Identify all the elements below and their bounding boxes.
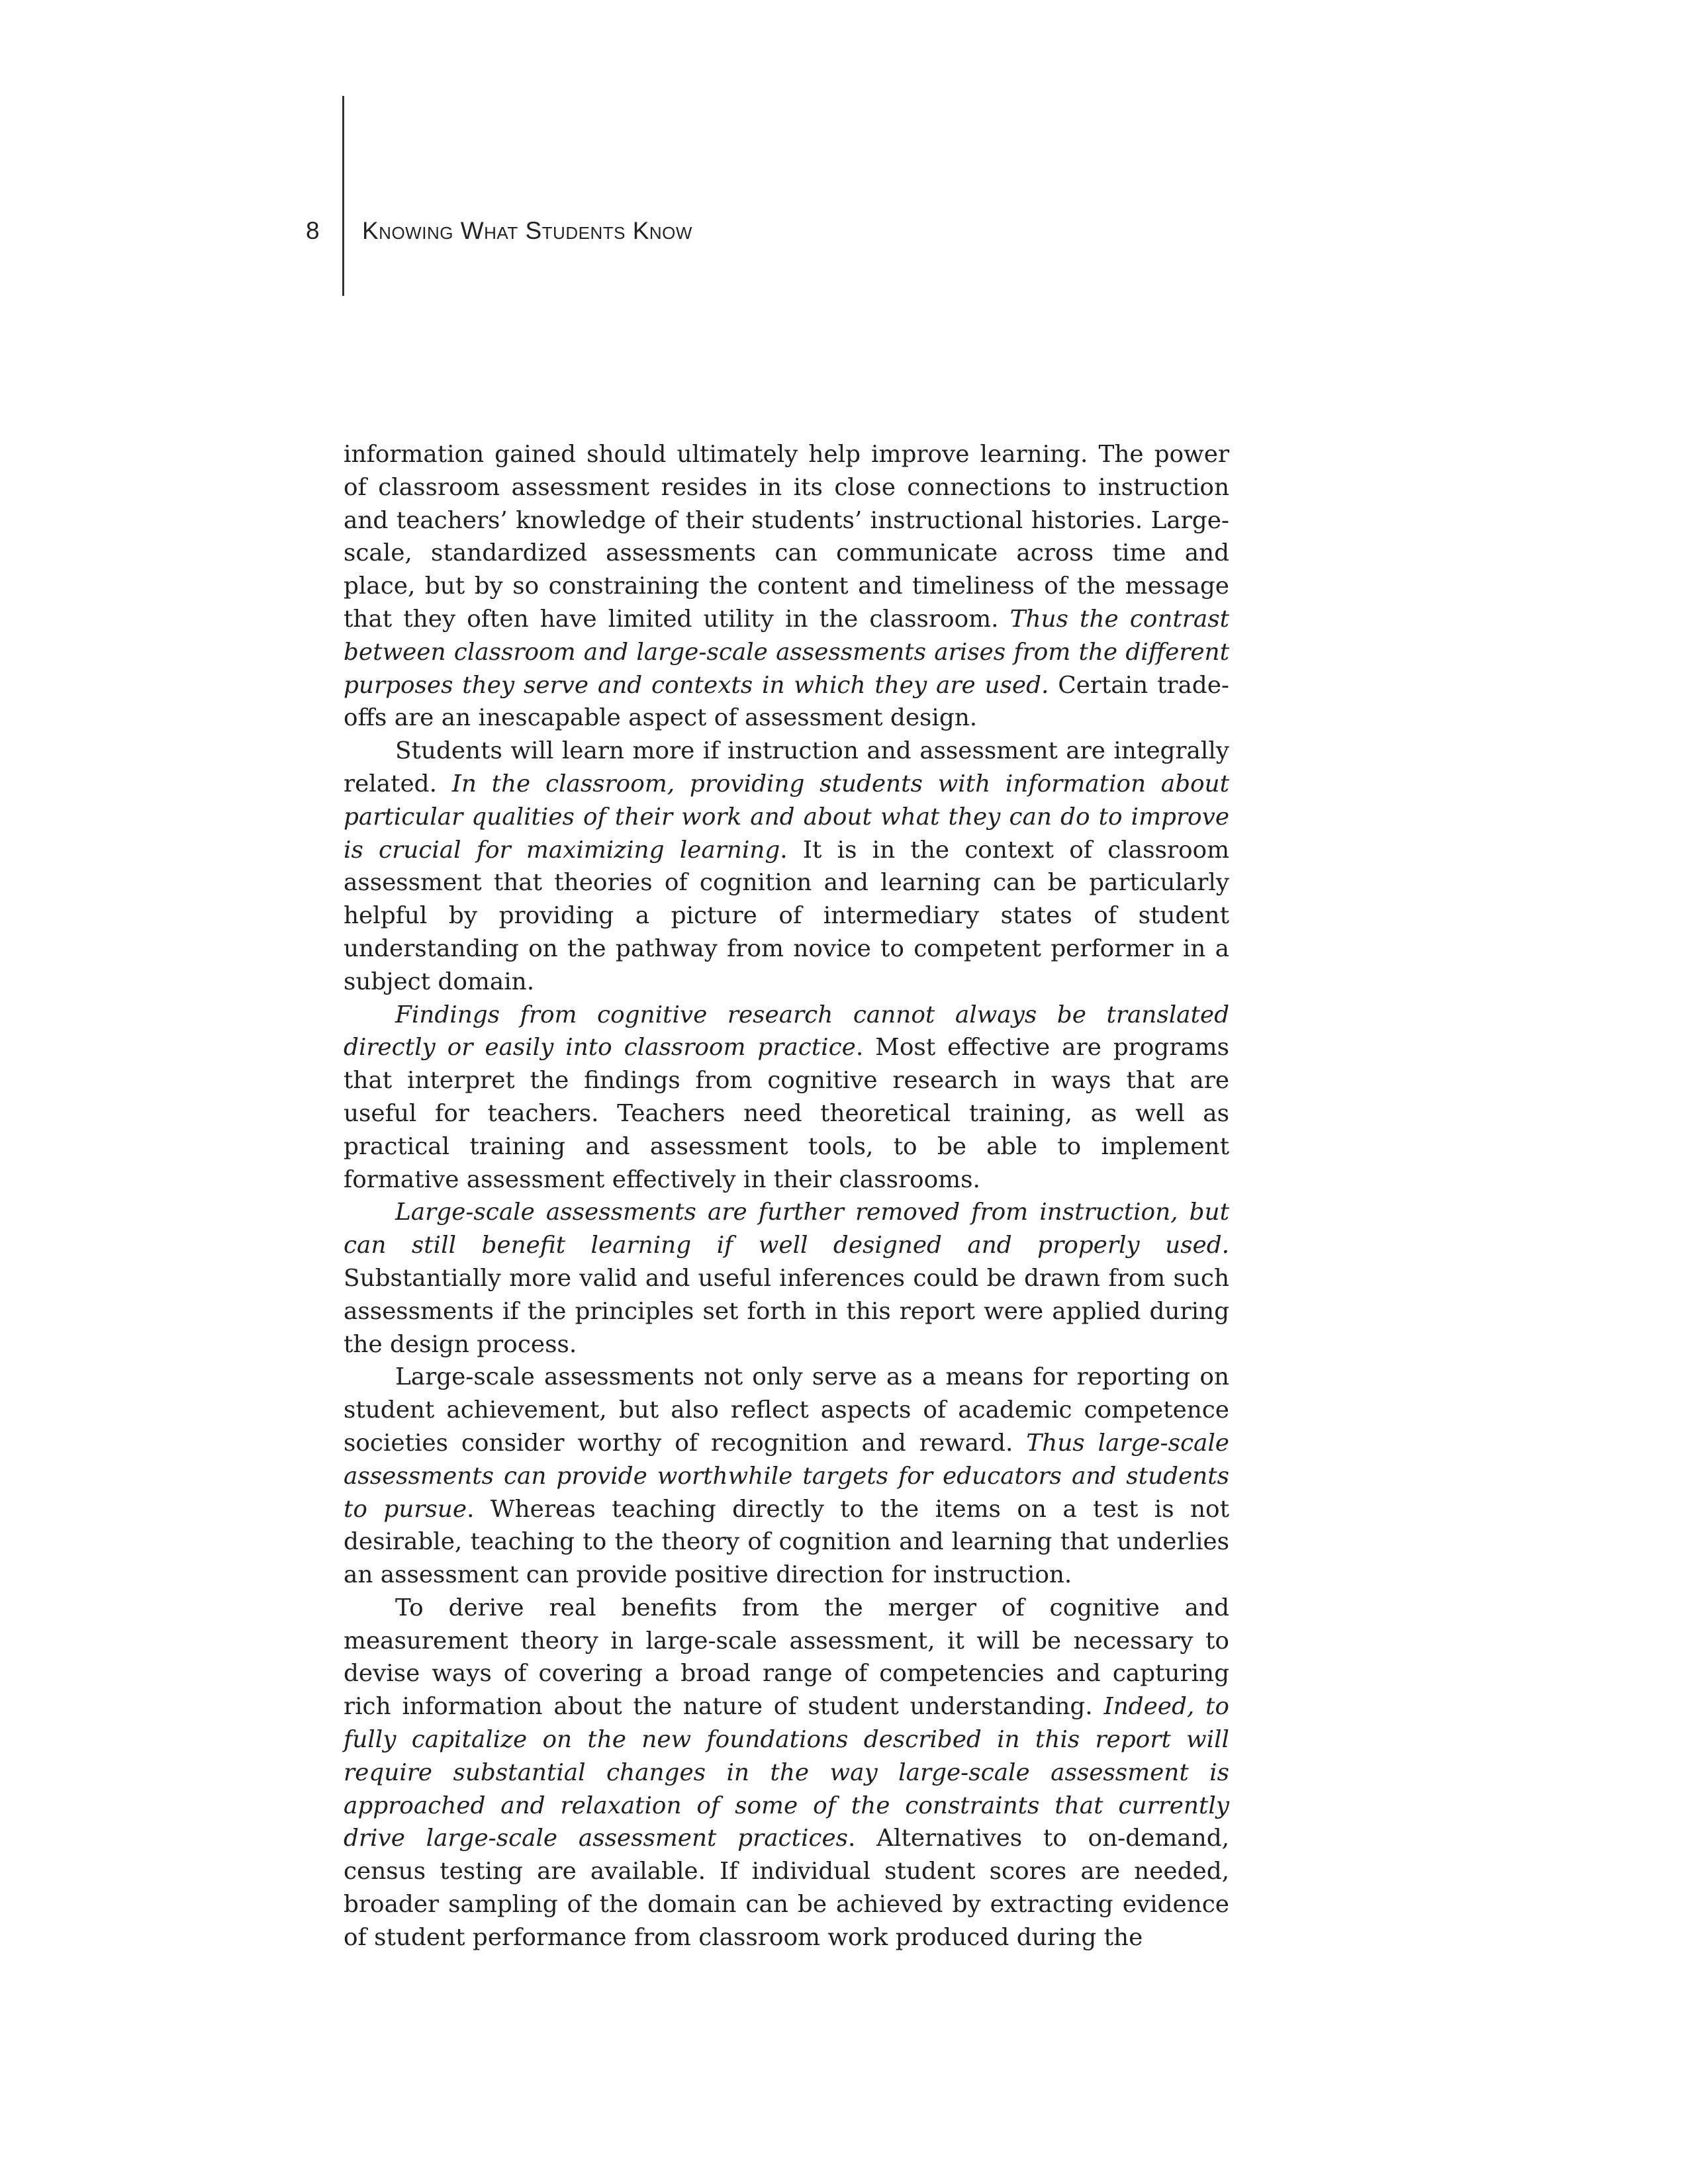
italic-text-segment: Findings from cognitive research cannot always be translated directly or easily into classroom practice <box>344 1001 1229 1062</box>
text-segment: Students will learn more if instruction and assessment are integrally related. <box>344 737 1229 797</box>
paragraph <box>344 1592 1229 1954</box>
page-header <box>0 0 1688 304</box>
paragraph <box>344 1196 1229 1361</box>
italic-text-segment: Thus the contrast between classroom and large-scale assessments arises from the different purposes they serve and contexts in which they are used. <box>344 605 1229 699</box>
paragraph <box>344 999 1229 1197</box>
text-segment: . It is in the context of classroom assessment that theories of cognition and learning can be particularly helpful by providing a picture of intermediary states of student understanding on the pathway from novice to competent performer in a subject domain. <box>344 836 1230 995</box>
text-segment: Large-scale assessments not only serve as a means for reporting on student achievement, but also reflect aspects of academic competence societies consider worthy of recognition and reward. <box>344 1363 1229 1457</box>
italic-text-segment: In the classroom, providing students with information about particular qualities of their work and about what they can do to improve is crucial for maximizing learning <box>344 770 1229 864</box>
italic-text-segment: Thus large-scale assessments can provide worthwhile targets for educators and students to pursue <box>344 1429 1229 1523</box>
italic-text-segment: Large-scale assessments are further removed from instruction, but can still benefit learning if well designed and properly used. <box>344 1199 1229 1259</box>
text-segment: . Whereas teaching directly to the items on a test is not desirable, teaching to the theory of cognition and learning that underlies an assessment can provide positive direction for instruction. <box>344 1495 1229 1589</box>
body-text <box>344 438 1229 1954</box>
text-segment: information gained should ultimately help improve learning. The power of classroom assessment resides in its close connections to instruction and teachers’ knowledge of their students’ instructional histories. Large-scale, standardized assessments can communicate across time and place, but by so constraining the content and timeliness of the message that they often have limited utility in the classroom. <box>344 441 1229 633</box>
text-segment: . Alternatives to on-demand, census testing are available. If individual student scores are needed, broader sampling of the domain can be achieved by extracting evidence of student performance from classroom work produced during the <box>344 1825 1229 1951</box>
paragraph <box>344 1361 1229 1592</box>
text-segment: . Most effective are programs that interpret the findings from cognitive research in ways that are useful for teachers. Teachers need theoretical training, as well as practical training and assessment tools, to be able to implement formative assessment effectively in their classrooms. <box>344 1034 1229 1193</box>
text-segment: Certain trade-offs are an inescapable aspect of assessment design. <box>344 671 1229 732</box>
page-number: 8 <box>306 217 320 244</box>
header-divider <box>342 96 344 296</box>
text-segment: Substantially more valid and useful inferences could be drawn from such assessments if the principles set forth in this report were applied during the design process. <box>344 1264 1229 1358</box>
text-segment: To derive real benefits from the merger of cognitive and measurement theory in large-scale assessment, it will be necessary to devise ways of covering a broad range of competencies and capturing rich information about the nature of student understanding. <box>344 1594 1229 1721</box>
paragraph <box>344 438 1229 735</box>
running-title: Knowing What Students Know <box>362 217 692 244</box>
italic-text-segment: Indeed, to fully capitalize on the new foundations described in this report will require substantial changes in the way large-scale assessment is approached and relaxation of some of the constraints that currently drive large-scale assessment practices <box>344 1693 1229 1852</box>
paragraph <box>344 735 1229 998</box>
